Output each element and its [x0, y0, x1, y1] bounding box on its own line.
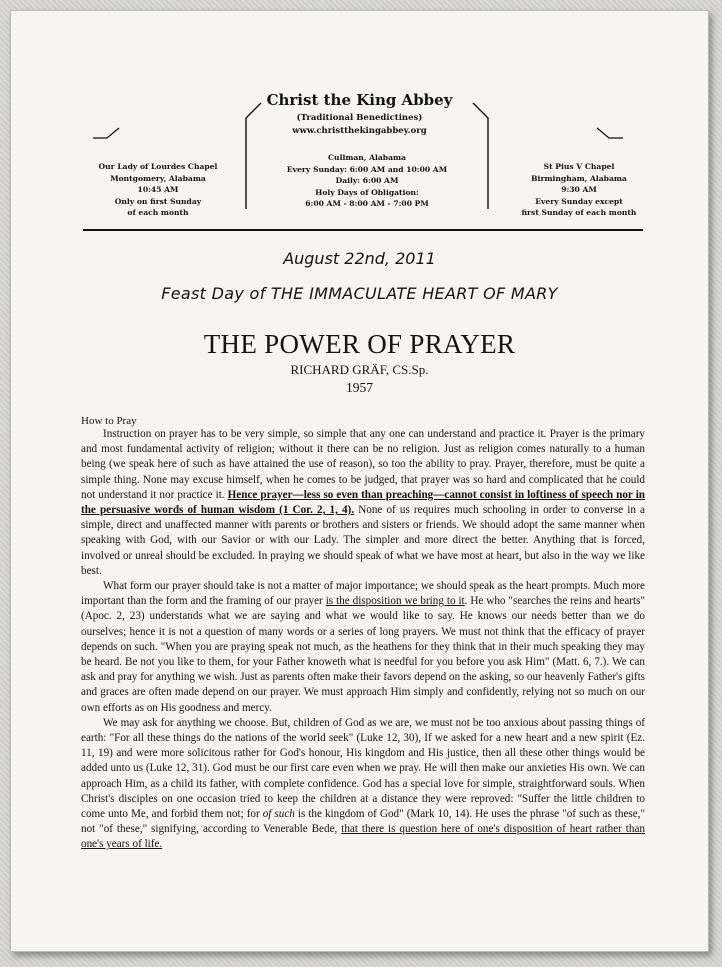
text-run: is the kingdom of God" (Mark 10, 14). He uses the phrase "of such as these," not "of these," signifying, according to Venerable Bede, [81, 808, 646, 836]
text-run: None of us requires much schooling in order to converse in a simple, direct and unaffected manner with parents or brothers and sisters or friends. We should adopt the same manner when speaking with God, with our Savior or with our Lady. The simpler and more direct the better. Anything that is forced, involved or unreal should be excluded. In praying we should speak of what we have most at heart, but also in the way we like best. [81, 504, 646, 577]
text-run: of such [262, 808, 295, 821]
article-paragraph [81, 716, 645, 853]
chapel-line: Only on first Sunday [114, 196, 202, 206]
header-divider [83, 229, 643, 231]
chapel-line: Every Sunday except [535, 196, 623, 206]
schedule-line: Holy Days of Obligation: [315, 187, 419, 197]
chapel-line: St Pius V Chapel [543, 162, 615, 171]
abbey-title: Christ the King Abbey [266, 91, 453, 109]
section-heading: How to Pray [81, 415, 137, 427]
feast-day: Feast Day of THE IMMACULATE HEART OF MARY [161, 284, 558, 303]
montgomery-chapel-info [73, 161, 243, 219]
chapel-line: 9:30 AM [561, 185, 597, 195]
article-paragraph [81, 579, 645, 716]
article-year: 1957 [346, 380, 373, 395]
issue-date: August 22nd, 2011 [283, 249, 436, 268]
article-title: THE POWER OF PRAYER [203, 329, 516, 359]
abbey-website: www.christthekingabbey.org [292, 126, 427, 136]
article-body [81, 427, 645, 853]
text-run: Hence prayer—less so even than preaching—cannot consist in loftiness of speech nor in the persuasive words of human wisdom (1 Cor. 2, 1, 4). [81, 488, 645, 517]
text-run: We may ask for anything we choose. But, children of God as we are, we must not be too anxious about passing things of earth: "For all these things do the nations of the world seek" (Luke 12, 30), If we asked for a new heart and a new spirit (Ez. 11, 19) and were more solicitous rather for God's honour, His kingdom and His justice, then all these other things would be added unto us (Luke 12, 31). God must be our first care even when we pray. He will then make our anxieties His own. We can approach Him, as a child its father, with complete confidence. God has a special love for simple, straightforward souls. When Christ's disciples on one occasion tried to keep the children at a distance they were reproved: "Suffer the little children to come unto Me, and forbid them not; for [81, 716, 645, 821]
article-author: RICHARD GRÄF, CS.Sp. [290, 362, 429, 377]
birmingham-chapel-info [494, 161, 664, 219]
text-run: that there is question here of one's disposition of heart rather than one's years of life. [81, 823, 645, 851]
text-run: is the disposition we bring to it [325, 595, 465, 608]
article-paragraph [81, 427, 645, 579]
schedule-line: Every Sunday: 6:00 AM and 10:00 AM [286, 164, 448, 174]
text-run: Instruction on prayer has to be very simple, so simple that any one can understand and practice it. Prayer is the primary and most fundamental activity of religion; without it there can be no religion. Just as religion comes naturally to a human being (we speak here of such as have attained the use of reason), so too the ability to pray. Prayer, therefore, must be quite a simple thing. None may excuse himself, when he comes to be judged, that prayer was so hard and complicated that he could not understand it nor practice it. [81, 428, 645, 501]
chapel-line: first Sunday of each month [521, 208, 637, 218]
text-run: . He who "searches the reins and hearts" (Apoc. 2, 23) understands what we are saying and what we would like to say. He knows our needs better than we do ourselves; hence it is not a question of many words or a series of long prayers. We must not think that the efficacy of prayer depends on such. "When you are praying speak not much, as the heathens for they think that in their much speaking they may be heard. Be not you like to them, for your Father knoweth what is needful for you before you ask Him" (Matt. 6, 7.). We can ask and pray for anything we wish. Just as parents often make their favors depend on the asking, so our heavenly Father's gifts and graces are often made depend on our prayer. We must approach Him simply and confidently, relying not so much on our own efforts as on His goodness and mercy. [81, 595, 645, 714]
chapel-line: Our Lady of Lourdes Chapel [98, 162, 218, 171]
chapel-line: Birmingham, Alabama [531, 173, 627, 183]
abbey-subtitle: (Traditional Benedictines) [296, 113, 423, 123]
chapel-line: of each month [127, 208, 189, 218]
text-run: What form our prayer should take is not a matter of major importance; we should speak as the heart prompts. Much more important than the form and the framing of our prayer [81, 580, 645, 608]
schedule-line: Daily: 6:00 AM [335, 176, 399, 186]
chapel-line: Montgomery, Alabama [110, 173, 206, 183]
schedule-line: Cullman, Alabama [328, 153, 406, 162]
abbey-schedule [251, 152, 483, 210]
schedule-line: 6:00 AM - 8:00 AM - 7:00 PM [305, 199, 429, 209]
newsletter-page [10, 10, 709, 952]
chapel-line: 10:45 AM [137, 185, 179, 195]
